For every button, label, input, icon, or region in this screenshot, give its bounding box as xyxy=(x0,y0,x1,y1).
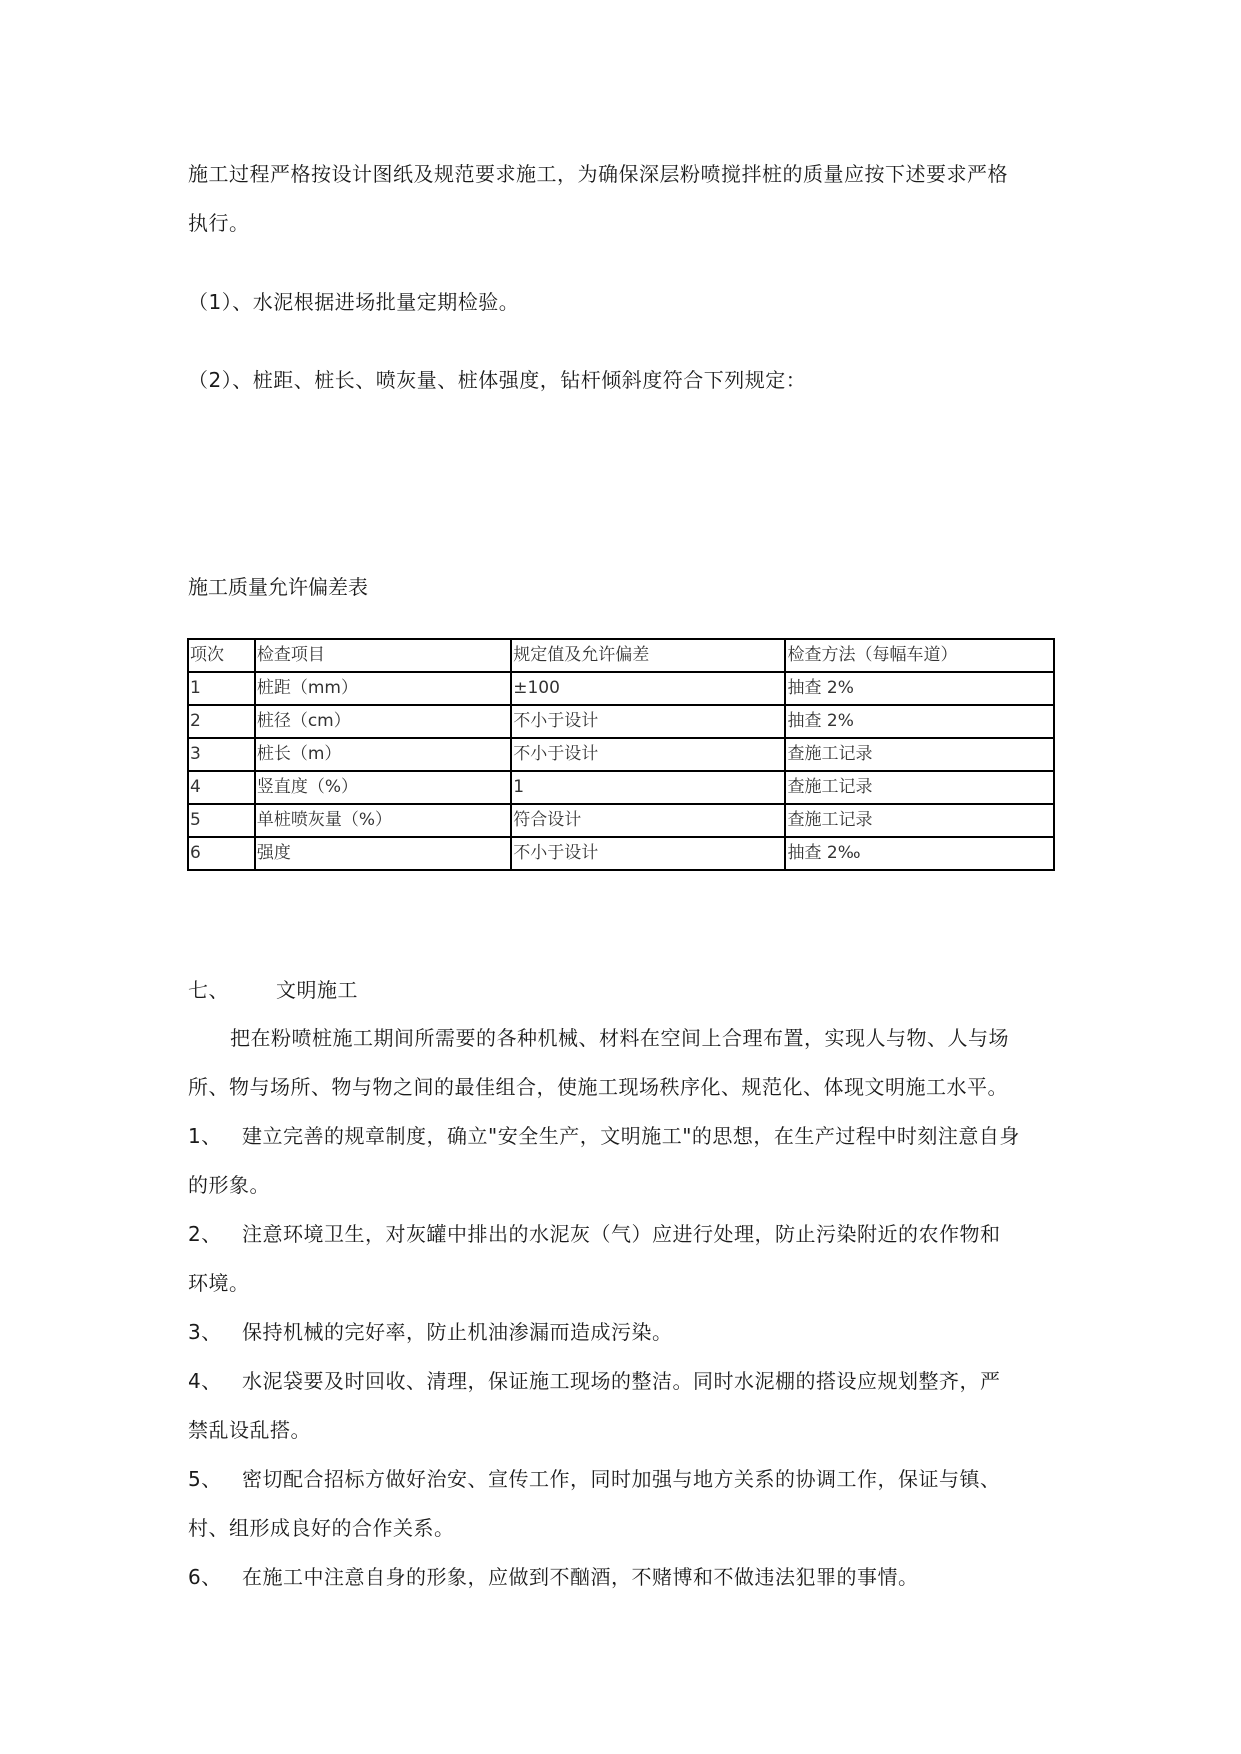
table-cell: 查施工记录 xyxy=(785,738,1054,771)
deviation-table xyxy=(187,638,1055,871)
section-number: 七、 xyxy=(188,978,229,1002)
list-item-text: 注意环境卫生，对灰罐中排出的水泥灰（气）应进行处理，防止污染附近的农作物和 xyxy=(242,1222,1001,1246)
table-row xyxy=(188,738,1054,771)
list-item-text: 密切配合招标方做好治安、宣传工作，同时加强与地方关系的协调工作，保证与镇、 xyxy=(242,1467,1001,1491)
list-item-number: 4、 xyxy=(188,1369,222,1393)
table-cell: 抽查 2% xyxy=(785,705,1054,738)
requirement-2: （2）、桩距、桩长、喷灰量、桩体强度，钻杆倾斜度符合下列规定： xyxy=(188,368,807,392)
table-cell: 桩径（cm） xyxy=(255,705,511,738)
table-header-row xyxy=(188,639,1054,672)
list-item-text: 建立完善的规章制度，确立"安全生产，文明施工"的思想，在生产过程中时刻注意自身 xyxy=(242,1124,1020,1148)
table-cell: 不小于设计 xyxy=(511,837,785,870)
list-item-number: 5、 xyxy=(188,1467,222,1491)
table-cell: 不小于设计 xyxy=(511,705,785,738)
table-cell: 符合设计 xyxy=(511,804,785,837)
table-cell: 单桩喷灰量（%） xyxy=(255,804,511,837)
header-cell: 规定值及允许偏差 xyxy=(511,639,785,672)
table-cell: 3 xyxy=(188,738,255,771)
section-intro-line-1: 把在粉喷桩施工期间所需要的各种机械、材料在空间上合理布置，实现人与物、人与场 xyxy=(230,1026,1009,1050)
list-item-continuation: 村、组形成良好的合作关系。 xyxy=(188,1516,455,1540)
table-cell: 2 xyxy=(188,705,255,738)
table-row xyxy=(188,705,1054,738)
table-cell: 查施工记录 xyxy=(785,771,1054,804)
table-cell: 抽查 2‰ xyxy=(785,837,1054,870)
table-cell: 抽查 2% xyxy=(785,672,1054,705)
table-cell: 查施工记录 xyxy=(785,804,1054,837)
list-item-number: 6、 xyxy=(188,1565,222,1589)
table-cell: 6 xyxy=(188,837,255,870)
list-item-number: 2、 xyxy=(188,1222,222,1246)
table-row xyxy=(188,837,1054,870)
list-item-continuation: 的形象。 xyxy=(188,1173,270,1197)
list-item xyxy=(188,1122,1020,1150)
section-title: 文明施工 xyxy=(276,978,358,1002)
requirement-1: （1）、水泥根据进场批量定期检验。 xyxy=(188,290,520,314)
header-cell: 项次 xyxy=(188,639,255,672)
list-item xyxy=(188,1465,1001,1493)
table-cell: 1 xyxy=(511,771,785,804)
list-item-continuation: 禁乱设乱搭。 xyxy=(188,1418,311,1442)
table-cell: 强度 xyxy=(255,837,511,870)
intro-line-1: 施工过程严格按设计图纸及规范要求施工，为确保深层粉喷搅拌桩的质量应按下述要求严格 xyxy=(188,162,1008,186)
list-item-continuation: 环境。 xyxy=(188,1271,250,1295)
table-cell: 竖直度（%） xyxy=(255,771,511,804)
header-cell: 检查方法（每幅车道） xyxy=(785,639,1054,672)
table-row xyxy=(188,672,1054,705)
section-intro-line-2: 所、物与场所、物与物之间的最佳组合，使施工现场秩序化、规范化、体现文明施工水平。 xyxy=(188,1075,1008,1099)
table-row xyxy=(188,804,1054,837)
list-item-number: 1、 xyxy=(188,1124,222,1148)
table-cell: 桩长（m） xyxy=(255,738,511,771)
header-cell: 检查项目 xyxy=(255,639,511,672)
table-cell: 5 xyxy=(188,804,255,837)
table-row xyxy=(188,771,1054,804)
intro-line-2: 执行。 xyxy=(188,211,250,235)
list-item xyxy=(188,1563,919,1591)
table-cell: 不小于设计 xyxy=(511,738,785,771)
list-item-text: 水泥袋要及时回收、清理，保证施工现场的整洁。同时水泥棚的搭设应规划整齐，严 xyxy=(242,1369,1001,1393)
list-item-text: 保持机械的完好率，防止机油渗漏而造成污染。 xyxy=(242,1320,673,1344)
list-item xyxy=(188,1318,673,1346)
section-heading xyxy=(188,976,358,1004)
list-item xyxy=(188,1367,1001,1395)
list-item-text: 在施工中注意自身的形象，应做到不酗酒，不赌博和不做违法犯罪的事情。 xyxy=(242,1565,919,1589)
table-title: 施工质量允许偏差表 xyxy=(188,575,368,599)
list-item-number: 3、 xyxy=(188,1320,222,1344)
table-cell: 4 xyxy=(188,771,255,804)
table-cell: 1 xyxy=(188,672,255,705)
table-cell: ±100 xyxy=(511,672,785,705)
table-cell: 桩距（mm） xyxy=(255,672,511,705)
list-item xyxy=(188,1220,1001,1248)
